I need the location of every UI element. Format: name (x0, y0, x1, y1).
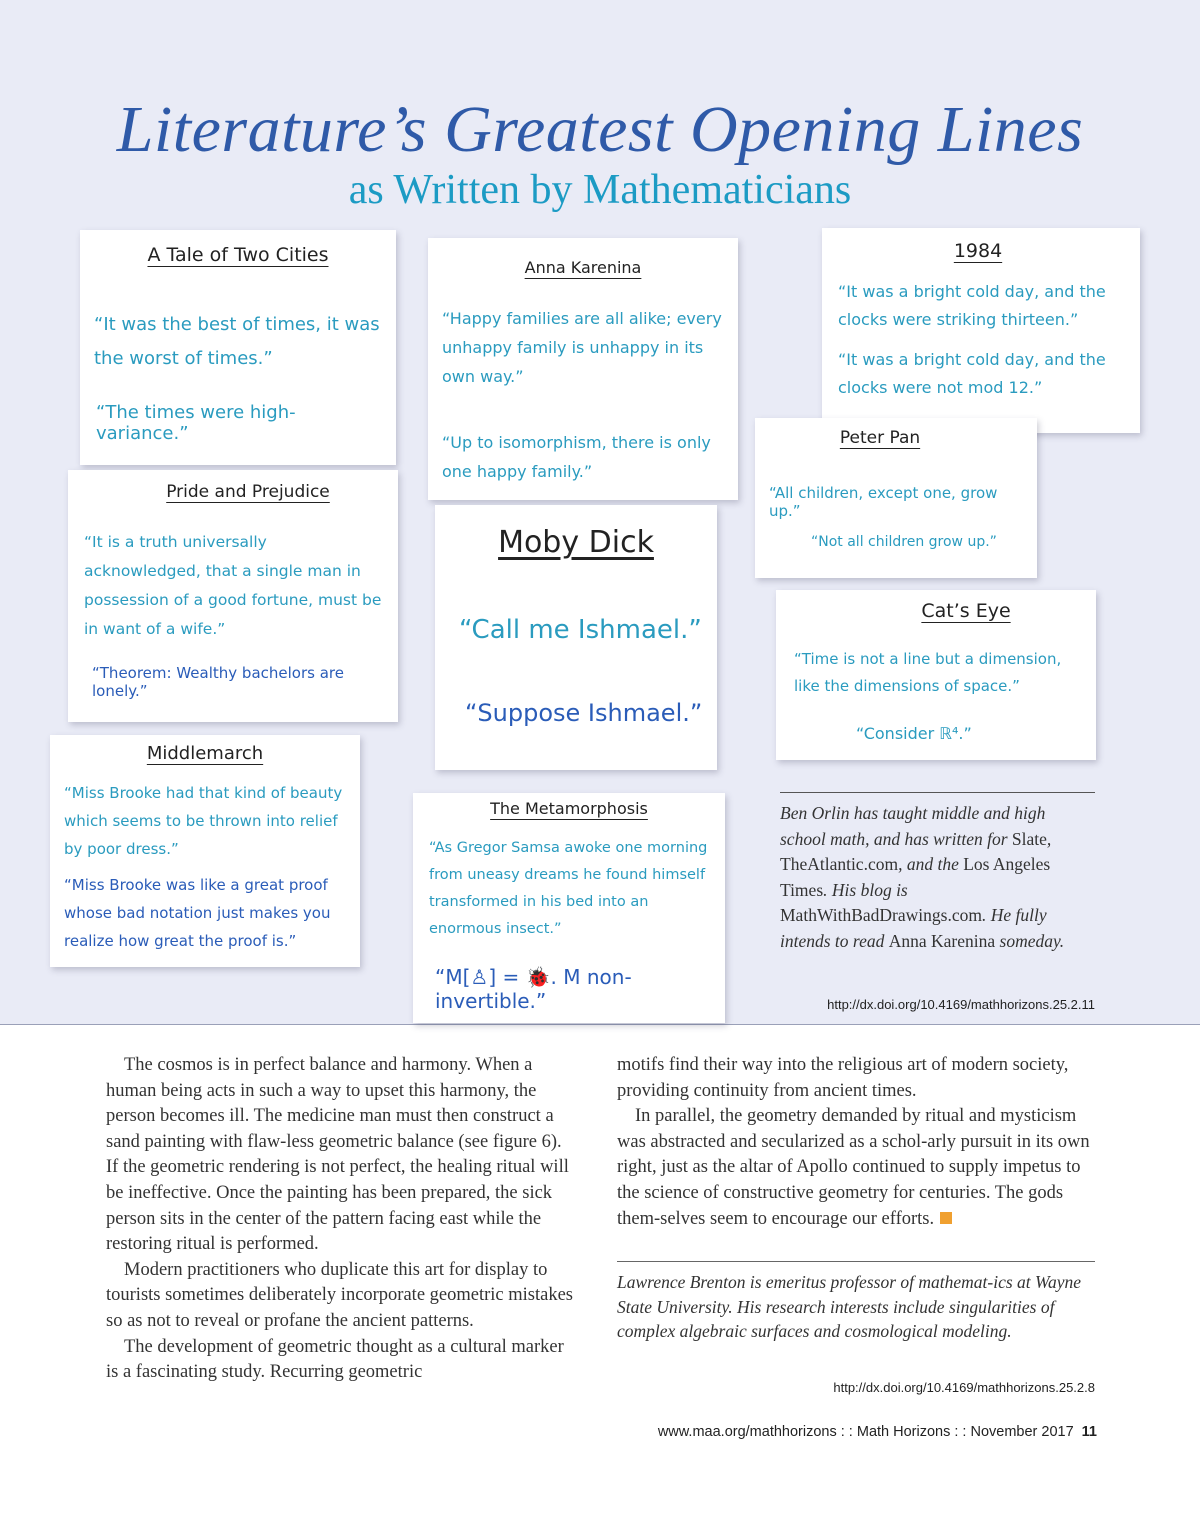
card-cats-eye (776, 590, 1096, 760)
author-bio-brenton: Lawrence Brenton is emeritus professor of mathemat-ics at Wayne State University. His research interests include singularities of complex algebraic surfaces and cosmological modeling. (617, 1261, 1095, 1344)
paragraph: motifs find their way into the religious art of modern society, providing continuity from ancient times. (617, 1055, 1069, 1101)
card-peter-pan (755, 418, 1037, 578)
card-original-line: “It is a truth universally acknowledged, that a single man in possession of a good fortune, must be in want of a wife.” (84, 533, 382, 638)
paragraph: The cosmos is in perfect balance and harmony. When a human being acts in such a way to upset this harmony, the person becomes ill. The medicine man must then construct a sand painting with flaw-less geometric balance (see figure 6). If the geometric rendering is not perfect, the healing ritual will be ineffective. Once the painting has been prepared, the sick person sits in the center of the pattern facing east while the restoring ritual is performed. (106, 1055, 569, 1255)
page-subtitle: as Written by Mathematicians (348, 167, 852, 213)
card-math-line: “Suppose Ishmael.” (465, 699, 703, 727)
card-original-line: “Time is not a line but a dimension, like the dimensions of space.” (794, 650, 1062, 695)
card-moby-dick (435, 505, 717, 770)
paragraph: In parallel, the geometry demanded by ritual and mysticism was abstracted and secularized as a schol-arly pursuit in its own right, just as the altar of Apollo continued to supply impetus to the science of constructive geometry for centuries. The gods them-selves seem to encourage our efforts. (617, 1106, 1090, 1229)
card-original-line: “It was the best of times, it was the worst of times.” (94, 314, 380, 369)
card-math-line: “M[♙] = 🐞. M non-invertible.” (435, 965, 632, 1013)
card-math-line: “Theorem: Wealthy bachelors are lonely.” (92, 664, 344, 700)
card-math-line: “The times were high-variance.” (96, 402, 296, 444)
card-1984 (822, 228, 1140, 433)
page-footer (0, 1424, 1097, 1440)
card-title: Cat’s Eye (921, 600, 1011, 622)
card-original-line: “It was a bright cold day, and the clocks were striking thirteen.” (838, 282, 1106, 329)
card-original-line: “Miss Brooke had that kind of beauty which seems to be thrown into relief by poor dress.” (64, 784, 343, 858)
paragraph: Modern practitioners who duplicate this art for display to tourists sometimes deliberately incorporate geometric mistakes so as not to reveal or profane the ancient patterns. (106, 1259, 573, 1331)
page-number: 11 (1081, 1424, 1097, 1440)
card-title: Pride and Prejudice (166, 482, 330, 502)
card-anna-karenina (428, 238, 738, 500)
card-original-line: “As Gregor Samsa awoke one morning from uneasy dreams he found himself transformed in his bed into an enormous insect.” (429, 840, 708, 937)
card-math-line: “Miss Brooke was like a great proof whose bad notation just makes you realize how great the proof is.” (64, 876, 331, 950)
article-column-1 (106, 1053, 578, 1386)
card-pride-and-prejudice (68, 470, 398, 722)
author-bio-orlin: Ben Orlin has taught middle and high school math, and has written for Slate, TheAtlantic.com, and the Los Angeles Times. His blog is MathWithBadDrawings.com. He fully intends to read Anna Karenina someday. (780, 792, 1095, 955)
card-the-metamorphosis (413, 793, 725, 1023)
paragraph: The development of geometric thought as a cultural marker is a fascinating study. Recurring geometric (106, 1336, 564, 1383)
card-original-line: “Happy families are all alike; every unhappy family is unhappy in its own way.” (442, 309, 722, 386)
card-title: Peter Pan (839, 428, 921, 448)
card-title: Moby Dick (498, 525, 654, 560)
card-original-line: “Call me Ishmael.” (459, 615, 702, 645)
card-title: 1984 (953, 240, 1003, 262)
article-column-2 (617, 1053, 1095, 1232)
card-tale-of-two-cities (80, 230, 396, 465)
doi-link-orlin[interactable]: http://dx.doi.org/10.4169/mathhorizons.25.2.11 (827, 997, 1095, 1012)
card-title: Anna Karenina (524, 258, 642, 277)
card-middlemarch (50, 735, 360, 967)
card-title: Middlemarch (146, 743, 264, 764)
doi-link-brenton[interactable]: http://dx.doi.org/10.4169/mathhorizons.25.2.8 (833, 1380, 1095, 1395)
card-math-line: “Up to isomorphism, there is only one happy family.” (442, 433, 711, 481)
card-title: The Metamorphosis (490, 799, 648, 818)
card-title: A Tale of Two Cities (147, 244, 329, 266)
footer-text: www.maa.org/mathhorizons : : Math Horizons : : November 2017 (657, 1424, 1074, 1440)
card-math-line: “Consider ℝ⁴.” (856, 724, 972, 743)
card-math-line: “Not all children grow up.” (811, 534, 997, 550)
card-original-line: “All children, except one, grow up.” (769, 484, 998, 520)
page-title: Literature’s Greatest Opening Lines (116, 93, 1084, 166)
end-mark-icon (940, 1212, 952, 1224)
card-math-line: “It was a bright cold day, and the clocks were not mod 12.” (838, 350, 1106, 397)
